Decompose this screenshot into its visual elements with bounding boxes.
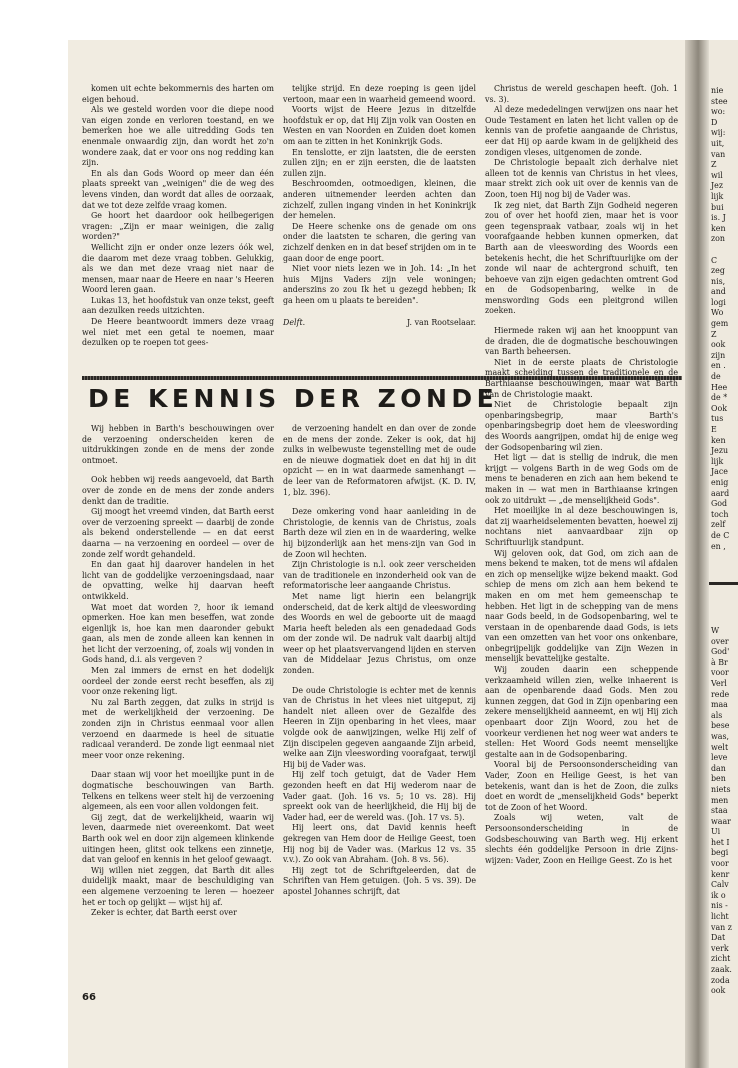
paragraph: Niet in de eerste plaats de Christologie maakt scheiding tussen de traditionele en de Barthiaanse beschouwingen, maar wat Barth van de Christologie maakt. <box>485 357 678 399</box>
line-fragment: waar <box>711 816 731 826</box>
line-fragment: de C <box>711 530 730 540</box>
line-fragment: Calv <box>711 880 729 890</box>
paragraph: Voorts wijst de Heere Jezus in ditzelfde hoofdstuk er op, dat Hij Zijn volk van Oosten en Westen en van Noorden en Zuiden doet komen om aan te zitten in het Koninkrijk Gods. <box>283 105 476 146</box>
line-fragment: logi <box>711 297 726 307</box>
paragraph: Als we gesteld worden voor die diepe nood van eigen zonde en verloren toestand, en we bemerken hoe we alle uitredding Gods ten enenmale onwaardig zijn, dan wordt het zo'n wondere zaak, dat er voor ons nog redding kan zijn. <box>82 105 274 168</box>
paragraph: Al deze mededelingen verwijzen ons naar het Oude Testament en laten het licht vallen op de kennis van de profetie aangaande de Christus, eer dat Hij op aarde kwam in de gelijkheid des zondigen vleses, uitgenomen de zonde. <box>485 105 678 157</box>
paragraph: Zoals wij weten, valt de Persoonsonderscheiding in de Godsbeschouwing van Barth weg. Hij erkent slechts één goddelijke Persoon in drie Zijns-wijzen: Vader, Zoon en Heilige Geest. Zo is het <box>485 813 678 865</box>
paragraph: Wij hebben in Barth's beschouwingen over de verzoening onderscheiden keren de uitdrukkingen zonde en de mens der zonde ontmoet. <box>82 424 274 465</box>
paragraph: Wellicht zijn er onder onze lezers óók wel, die daarom met deze vraag tobben. Gelukkig, als we dan met deze vraag niet naar de mensen, maar naar de Heere en naar 's Heeren Woord leren gaan. <box>82 242 274 295</box>
line-fragment: staa <box>711 806 728 816</box>
next-page-upper-fragments <box>711 86 729 552</box>
line-fragment: ook <box>711 986 726 996</box>
line-fragment: Z <box>711 160 717 170</box>
line-fragment: zoda <box>711 975 730 985</box>
line-fragment: dan <box>711 763 726 773</box>
line-fragment: bese <box>711 721 730 731</box>
article-signature <box>283 318 476 329</box>
paragraph: Gij zegt, dat de werkelijkheid, waarin wij leven, daarmede niet overeenkomt. Dat weet Barth ook wel en door zijn algemeen klinkende uitingen heen, glitst ook telkens een zinnetje, dat van geloof en kennis in het geloof gewaagt. <box>82 812 274 865</box>
line-fragment: enig <box>711 477 729 487</box>
paragraph: Het moeilijke in al deze beschouwingen is, dat zij waarheidselementen bevatten, hoewel zij nochtans niet aanvaardbaar zijn op Schriftuurlijk standpunt. <box>485 506 678 547</box>
line-fragment: Jace <box>711 467 728 477</box>
article-column-1 <box>82 424 274 919</box>
line-fragment: Jezu <box>711 446 729 456</box>
line-fragment: was, <box>711 731 730 741</box>
paragraph: Christus de wereld geschapen heeft. (Joh. 1 vs. 3). <box>485 84 678 104</box>
next-page-lower-fragments <box>711 626 732 997</box>
line-fragment: het I <box>711 837 730 847</box>
next-page-edge <box>709 40 738 1068</box>
line-fragment: zon <box>711 234 725 244</box>
previous-article-column-2 <box>283 84 476 329</box>
line-fragment: Hee <box>711 382 728 392</box>
paragraph: Hij zegt tot de Schriftgeleerden, dat de Schriften van Hem getuigen. (Joh. 5 vs. 39). De apostel Johannes schrijft, dat <box>283 865 476 896</box>
line-fragment: toch <box>711 509 729 519</box>
line-fragment: ken <box>711 223 726 233</box>
line-fragment: nis - <box>711 901 728 911</box>
line-fragment: Verl <box>711 678 727 688</box>
paragraph: Men zal immers de ernst en het dodelijk oordeel der zonde eerst recht beseffen, als zij voor onze rekening ligt. <box>82 666 274 697</box>
line-fragment: men <box>711 795 729 805</box>
line-fragment: de * <box>711 393 728 403</box>
paragraph: Deze omkering vond haar aanleiding in de Christologie, de kennis van de Christus, zoals Barth deze wil zien en in de waardering, welke hij bijzonderlijk aan het mens-zijn van God in de Zoon wil hechten. <box>283 507 476 559</box>
paragraph: Wij zouden daarin een scheppende verkzaamheid willen zien, welke inhaerent is aan de openbarende daad Gods. Men zou kunnen zeggen, dat God in Zijn openbaring een zekere menselijkheid aanneemt, en wij Hij zich openbaart door Zijn Woord, zou het de voorkeur verdienen het nog weer wat anders te stellen: Het Woord Gods neemt menselijke gestalte aan in de Godsopenbaring. <box>485 665 678 759</box>
paragraph: Hiermede raken wij aan het knooppunt van de draden, die de dogmatische beschouwingen van Barth beheersen. <box>485 326 678 357</box>
line-fragment: lijk <box>711 191 724 201</box>
previous-article-column-1 <box>82 84 274 349</box>
line-fragment: maa <box>711 700 728 710</box>
paragraph: Met name ligt hierin een belangrijk onderscheid, dat de kerk altijd de vleeswording des Woords en wel de geboorte uit de maagd Maria heeft beleden als een genadedaad Gods om der zonde wil. De nadruk valt daarbij altijd weer op het plaatsvervangend lijden en sterven van de Middelaar Jezus Christus, om onze zonden. <box>283 591 476 676</box>
line-fragment: God' <box>711 647 730 657</box>
line-fragment: Ui <box>711 827 721 837</box>
next-page-rule <box>709 582 738 585</box>
line-fragment: welt <box>711 742 729 752</box>
line-fragment: wil <box>711 170 723 180</box>
paragraph: Wij geloven ook, dat God, om zich aan de mens bekend te maken, tot de mens wil afdalen en zich op menselijke wijze bekend maakt. God schiep de mens om zich aan hem bekend te maken en om met hem gemeenschap te hebben. Het ligt in de schepping van de mens naar Gods beeld, in de Godsopenbaring, wel te verstaan in de openbarende daad Gods, is iets van een omzetten van het voor ons onkenbare, onbegrijpelijk goddelijke van Zijn Wezen in menselijk bevattelijke gestalte. <box>485 548 678 664</box>
line-fragment: nie <box>711 86 724 95</box>
paragraph: En dan gaat hij daarover handelen in het licht van de goddelijke verzoeningsdaad, naar de opvatting, welke hij daarvan heeft ontwikkeld. <box>82 560 274 601</box>
paragraph: Niet voor niets lezen we in Joh. 14: „In het huis Mijns Vaders zijn vele woningen; anderszins zo zou Ik het u gezegd hebben; Ik ga heen om u plaats te bereiden". <box>283 264 476 305</box>
line-fragment: Ook <box>711 403 728 413</box>
line-fragment: Wo <box>711 308 724 318</box>
line-fragment: and <box>711 287 726 297</box>
line-fragment: als <box>711 710 723 720</box>
line-fragment: C <box>711 255 718 265</box>
paragraph: Zijn Christologie is n.l. ook zeer verscheiden van de traditionele en inzonderheid ook van de reformatorische leer aangaande Christus. <box>283 560 476 591</box>
page-number: 66 <box>82 992 96 1003</box>
line-fragment: leve <box>711 753 728 763</box>
line-fragment: zicht <box>711 954 731 964</box>
paragraph: Beschroomden, ootmoedigen, kleinen, die anderen uitnemender leerden achten dan zichzelf, zullen ingang vinden in het Koninkrijk der hemelen. <box>283 179 476 221</box>
line-fragment: gem <box>711 319 729 329</box>
line-fragment: Z <box>711 329 717 339</box>
paragraph: Zeker is echter, dat Barth eerst over <box>91 908 237 918</box>
line-fragment: ken <box>711 435 726 445</box>
paragraph: telijke strijd. En deze roeping is geen ijdel vertoon, maar een in waarheid gemeend woord. <box>283 84 476 104</box>
line-fragment: nis, <box>711 276 726 286</box>
line-fragment: voor <box>711 668 729 678</box>
line-fragment: uit, <box>711 138 725 148</box>
line-fragment: niets <box>711 784 731 794</box>
line-fragment: zaak. <box>711 965 732 974</box>
paragraph: komen uit echte bekommernis des harten om eigen behoud. <box>82 84 274 104</box>
line-fragment: wo: <box>711 107 726 117</box>
paragraph: En als dan Gods Woord op meer dan één plaats spreekt van „weinigen" die de weg des levens vinden, dan wordt dat alles de oorzaak, dat we tot deze zelfde vraag komen. <box>82 168 274 210</box>
line-fragment: begi <box>711 848 729 858</box>
paragraph: Ge hoort het daardoor ook heilbegerigen vragen: „Zijn er maar weinigen, die zalig worden?" <box>82 211 274 242</box>
line-fragment: bui <box>711 202 724 212</box>
paragraph: De Christologie bepaalt zich derhalve niet alleen tot de kennis van Christus in het vlees, maar strekt zich ook uit over de kennis van de Zoon, toen Hij nog bij de Vader was. <box>485 158 678 199</box>
paragraph: Wat moet dat worden ?, hoor ik iemand opmerken. Hoe kan men beseffen, wat zonde eigenlijk is, hoe kan men daaronder gebukt gaan, als men de zonde alleen kan kennen in het licht der verzoening, of, zoals wij vonden in Gods hand, d.i. als vergeven ? <box>82 602 274 665</box>
line-fragment <box>711 245 729 256</box>
line-fragment: Jez <box>711 181 723 191</box>
paragraph: Lukas 13, het hoofdstuk van onze tekst, geeft aan dezulken reeds uitzichten. <box>82 295 274 316</box>
signature-author: J. van Rootselaar. <box>407 318 476 328</box>
line-fragment: de <box>711 372 721 382</box>
line-fragment: voor <box>711 859 729 869</box>
article-headline: DE KENNIS DER ZONDE <box>88 384 499 413</box>
paragraph: De Heere schenke ons de genade om ons onder die laatsten te scharen, die gering van zichzelf denken en in dat besef strijden om in te gaan door de enge poort. <box>283 221 476 263</box>
line-fragment: zeg <box>711 266 725 276</box>
line-fragment: aard <box>711 488 730 498</box>
line-fragment: wij: <box>711 128 726 138</box>
article-column-2 <box>283 424 476 898</box>
paragraph: Niet de Christologie bepaalt zijn openbaringsbegrip, maar Barth's openbaringsbegrip doet hem de vleeswording des Woords aangrijpen, omdat hij de enige weg der Godsopenbaring wil zien. <box>485 400 678 452</box>
line-fragment: ben <box>711 774 726 784</box>
paragraph: De oude Christologie is echter met de kennis van de Christus in het vlees niet uitgeput, zij handelt niet alleen over de Gezalfde des Heeren in Zijn openbaring in het vlees, maar volgde ook de aanwijzingen, welke Hij zelf of Zijn discipelen gegeven aangaande Zijn arbeid, welke aan Zijn vleeswording voorafgaat, terwijl Hij bij de Vader was. <box>283 685 476 769</box>
paragraph: Vooral bij de Persoonsonderscheiding van Vader, Zoon en Heilige Geest, is het van betekenis, want dan is het de Zoon, die zulks doet en wordt de „menselijkheid Gods" beperkt tot de Zoon of het Woord. <box>485 760 678 812</box>
paragraph: Daar staan wij voor het moeilijke punt in de dogmatische beschouwingen van Barth. Telkens en telkens weer stelt hij de verzoening algemeen, als een voor allen voldongen feit. <box>82 770 274 812</box>
line-fragment: W <box>711 626 720 635</box>
line-fragment: à Br <box>711 657 728 667</box>
paragraph: Het ligt — dat is stellig de indruk, die men krijgt — volgens Barth in de weg Gods om de mens te benaderen en zich aan hem bekend te maken in — wat men in Barthiaanse kringen ook zo uitdrukt — „de menselijkheid Gods". <box>485 453 678 505</box>
paragraph: Hij leert ons, dat David kennis heeft gekregen van Hem door de Heilige Geest, toen Hij nog bij de Vader was. (Markus 12 vs. 35 v.v.). Zo ook van Abraham. (Joh. 8 vs. 56). <box>283 823 476 865</box>
line-fragment: God <box>711 499 728 509</box>
line-fragment: is. J <box>711 213 726 223</box>
paragraph: Ik zeg niet, dat Barth Zijn Godheid negeren zou of over het hoofd zien, maar het is voor geen tegenspraak vatbaar, zoals wij in het voorafgaande hebben kunnen opmerken, dat Barth aan de vleeswording des Woords een betekenis hecht, die het Schriftuurlijke om der zonde wil naar de achtergrond schuift, ten behoeve van zijn eigen gedachten omtrent God en de Godsopenbaring, welke in de menswording Gods een pleitgrond willen zoeken. <box>485 200 678 316</box>
paragraph: En tenslotte, er zijn laatsten, die de eersten zullen zijn; en er zijn eersten, die de laatsten zullen zijn. <box>283 147 476 178</box>
paragraph: De Heere beantwoordt immers deze vraag wel niet met een getal te noemen, maar dezulken op te roepen tot gees- <box>82 317 274 348</box>
line-fragment: lijk <box>711 456 724 466</box>
line-fragment: Dat <box>711 933 726 943</box>
line-fragment: van <box>711 149 726 159</box>
line-fragment: zelf <box>711 520 726 530</box>
line-fragment: ik o <box>711 890 726 900</box>
line-fragment: en . <box>711 361 726 371</box>
line-fragment: ook <box>711 340 726 350</box>
signature-place: Delft. <box>283 318 306 328</box>
book-gutter <box>685 40 709 1068</box>
paragraph: Wij willen niet zeggen, dat Barth dit alles duidelijk maakt, maar de beschuldiging van een algemene verzoening te leren — hoezeer het er toch op gelijkt — wijst hij af. <box>82 865 274 907</box>
line-fragment: E <box>711 425 717 434</box>
line-fragment: en , <box>711 541 726 551</box>
line-fragment: van z <box>711 922 732 932</box>
paragraph: Gij moogt het vreemd vinden, dat Barth eerst over de verzoening spreekt — daarbij de zonde als bekend onderstellende — en dat eerst daarna — na verzoening en oordeel — over de zonde zelf wordt gehandeld. <box>82 507 274 559</box>
line-fragment: tus <box>711 414 724 424</box>
line-fragment: D <box>711 117 718 127</box>
line-fragment: stee <box>711 96 728 106</box>
article-column-3 <box>485 84 678 866</box>
line-fragment: zijn <box>711 350 726 360</box>
line-fragment: kenr <box>711 869 730 879</box>
paragraph: Nu zal Barth zeggen, dat zulks in strijd is met de werkelijkheid der verzoening. De zonden zijn in Christus eenmaal voor allen verzoend en daarmede is heel de situatie radicaal veranderd. De zonde ligt eenmaal niet meer voor onze rekening. <box>82 697 274 760</box>
paragraph: Hij zelf toch getuigt, dat de Vader Hem gezonden heeft en dat Hij wederom naar de Vader gaat. (Joh. 16 vs. 5; 10 vs. 28). Hij spreekt ook van de heerlijkheid, die Hij bij de Vader had, eer de wereld was. (Joh. 17 vs. 5). <box>283 770 476 822</box>
line-fragment: licht <box>711 912 729 922</box>
line-fragment: verk <box>711 943 729 953</box>
paragraph: de verzoening handelt en dan over de zonde en de mens der zonde. Zeker is ook, dat hij zulks in welbewuste tegenstelling met de oude en de nieuwe dogmatiek doet en dat hij in dit opzicht — en in wat daarmede samenhangt — de leer van de Reformatoren afwijst. (K. D. IV, 1, blz. 396). <box>283 424 476 497</box>
paragraph: Ook hebben wij reeds aangevoeld, dat Barth over de zonde en de mens der zonde anders denkt dan de traditie. <box>82 475 274 506</box>
line-fragment: rede <box>711 689 730 699</box>
line-fragment: over <box>711 636 729 646</box>
